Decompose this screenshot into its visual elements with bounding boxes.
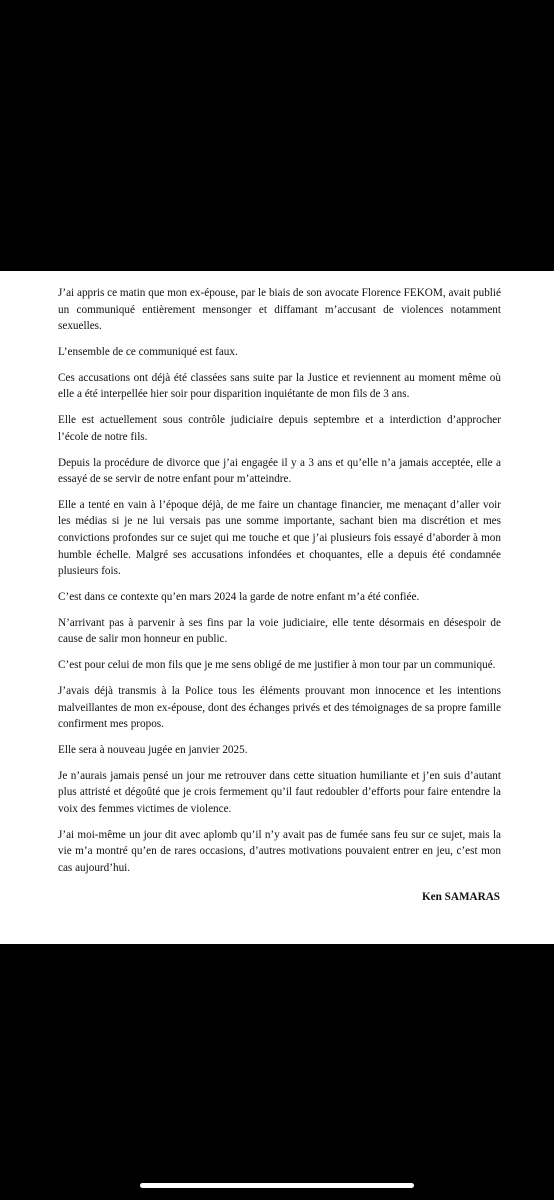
paragraph-10: J’avais déjà transmis à la Police tous les éléments prouvant mon innocence et les intentions malveillantes de mon ex-épouse, dont des échanges privés et des témoignages de sa propre famille confirment mes propos. (58, 684, 501, 731)
paragraph-8: N’arrivant pas à parvenir à ses fins par la voie judiciaire, elle tente désormais en désespoir de cause de salir mon honneur en public. (58, 616, 501, 646)
paragraph-5: Depuis la procédure de divorce que j’ai engagée il y a 3 ans et qu’elle n’a jamais acceptée, elle a essayé de se servir de notre enfant pour m’atteindre. (58, 456, 501, 486)
signature: Ken SAMARAS (421, 891, 500, 903)
paragraph-13: J’ai moi-même un jour dit avec aplomb qu’il n’y avait pas de fumée sans feu sur ce sujet, mais la vie m’a montré qu’en de rares occasions, d’autres motivations pouvaient entrer en jeu, c’est mon cas aujourd’hui. (58, 828, 501, 874)
document-page (0, 271, 554, 944)
document-body (58, 285, 501, 886)
top-letterbox (0, 0, 554, 271)
bottom-letterbox (0, 944, 554, 1200)
paragraph-3: Ces accusations ont déjà été classées sans suite par la Justice et reviennent au moment même où elle a été interpellée hier soir pour disparition inquiétante de mon fils de 3 ans. (58, 371, 501, 401)
paragraph-1: J’ai appris ce matin que mon ex-épouse, par le biais de son avocate Florence FEKOM, avait publié un communiqué entièrement mensonger et diffamant m’accusant de violences notamment sexuelles. (58, 287, 501, 333)
paragraph-4: Elle est actuellement sous contrôle judiciaire depuis septembre et a interdiction d’approcher l’école de notre fils. (58, 414, 501, 443)
paragraph-2: L’ensemble de ce communiqué est faux. (58, 345, 238, 358)
paragraph-11: Elle sera à nouveau jugée en janvier 2025. (58, 743, 248, 756)
home-indicator[interactable] (140, 1183, 414, 1188)
paragraph-12: Je n’aurais jamais pensé un jour me retrouver dans cette situation humiliante et j’en suis d’autant plus attristé et dégoûté que je crois fermement qu’il faut redoubler d’efforts pour faire entendre la voix des femmes victimes de violence. (58, 769, 501, 815)
paragraph-9: C’est pour celui de mon fils que je me sens obligé de me justifier à mon tour par un communiqué. (58, 659, 496, 672)
paragraph-7: C’est dans ce contexte qu’en mars 2024 la garde de notre enfant m’a été confiée. (58, 591, 420, 604)
paragraph-6: Elle a tenté en vain à l’époque déjà, de me faire un chantage financier, me menaçant d’aller voir les médias si je ne lui versais pas une somme importante, sachant bien ma discrétion et mes convictions profondes sur ce sujet qui me touche et que j’ai plusieurs fois essayé d’aborder à mon humble échelle. Malgré ses accusations infondées et choquantes, elle a depuis été condamnée plusieurs fois. (58, 498, 501, 578)
